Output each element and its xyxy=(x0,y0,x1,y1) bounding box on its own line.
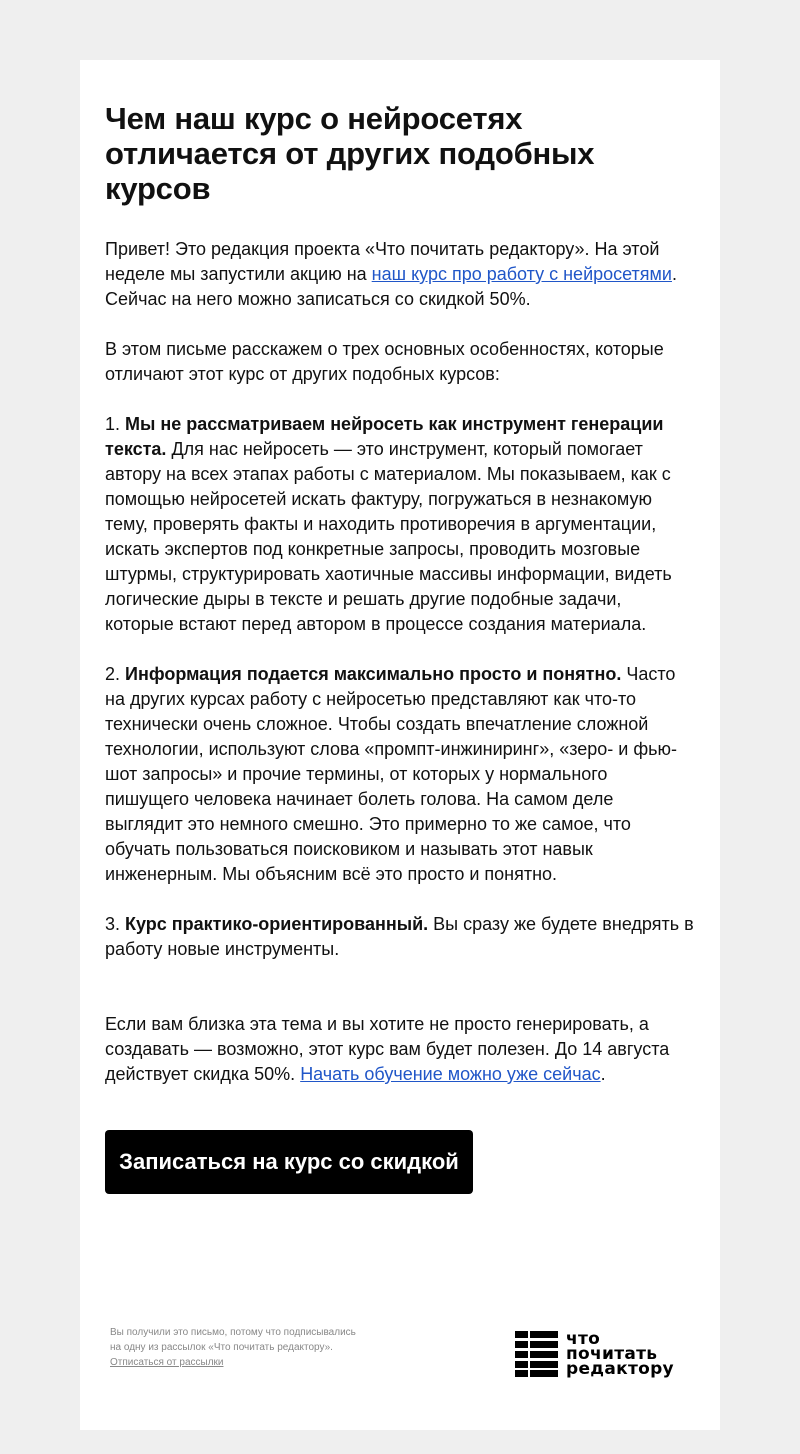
feature-heading: Мы не рассматриваем нейросеть как инструмент генерации текста. xyxy=(105,414,664,459)
feature-text: Для нас нейросеть — это инструмент, который помогает автору на всех этапах работы с материалом. Мы показываем, как с помощью нейросетей искать фактуру, погружаться в незнакомую тему, проверять факты и находить противоречия в аргументации, искать экспертов под конкретные запросы, проводить мозговые штурмы, структурировать хаотичные массивы информации, видеть логические дыры в тексте и решать другие подобные задачи, которые встают перед автором в процессе создания материала. xyxy=(105,439,672,634)
footer-line-2: на одну из рассылок «Что почитать редактору». xyxy=(110,1342,333,1353)
feature-paragraph-1 xyxy=(105,412,695,637)
email-card xyxy=(80,60,720,1430)
enroll-discount-button[interactable]: Записаться на курс со скидкой xyxy=(105,1130,473,1194)
logo-line-2: почитать xyxy=(566,1343,658,1364)
feature-heading: Информация подается максимально просто и понятно. xyxy=(125,664,622,684)
start-learning-link[interactable]: Начать обучение можно уже сейчас xyxy=(300,1064,601,1084)
logo-wordmark xyxy=(566,1328,674,1379)
course-link[interactable]: наш курс про работу с нейросетями xyxy=(371,264,672,284)
brand-logo[interactable] xyxy=(515,1330,695,1378)
footer-line-1: Вы получили это письмо, потому что подписывались xyxy=(110,1327,356,1338)
logo-mark-icon xyxy=(515,1331,558,1377)
closing-paragraph xyxy=(105,1012,695,1087)
feature-heading: Курс практико-ориентированный. xyxy=(125,914,429,934)
feature-text: Вы сразу же будете внедрять в работу новые инструменты. xyxy=(105,914,694,959)
logo-line-1: что xyxy=(566,1328,601,1349)
intro-text-end: . Сейчас на него можно записаться со скидкой 50%. xyxy=(105,264,677,309)
logo-line-3: редактору xyxy=(566,1358,674,1379)
unsubscribe-link[interactable]: Отписаться от рассылки xyxy=(110,1357,224,1368)
intro-paragraph xyxy=(105,237,695,312)
closing-text: Если вам близка эта тема и вы хотите не просто генерировать, а создавать — возможно, этот курс вам будет полезен. До 14 августа действует скидка 50%. xyxy=(105,1014,670,1084)
feature-paragraph-3 xyxy=(105,912,695,962)
footer-notice xyxy=(110,1325,410,1370)
feature-number: 1. xyxy=(105,414,126,434)
closing-text-end: . xyxy=(600,1064,606,1084)
feature-number: 2. xyxy=(105,664,126,684)
lead-paragraph: В этом письме расскажем о трех основных особенностях, которые отличают этот курс от других подобных курсов: xyxy=(105,339,664,384)
feature-text: Часто на других курсах работу с нейросетью представляют как что-то технически очень сложное. Чтобы создать впечатление сложной технологии, используют слова «промпт-инжиниринг», «зеро- и фью-шот запросы» и прочие термины, от которых у нормального пишущего человека начинает болеть голова. На самом деле выглядит это немного смешно. Это примерно то же самое, что обучать пользоваться поисковиком и называть этот навык инженерным. Мы объясним всё это просто и понятно. xyxy=(105,664,678,884)
feature-number: 3. xyxy=(105,914,126,934)
feature-paragraph-2 xyxy=(105,662,695,887)
intro-text: Привет! Это редакция проекта «Что почитать редактору». На этой неделе мы запустили акцию на xyxy=(105,239,660,284)
email-title: Чем наш курс о нейросетях отличается от других подобных курсов xyxy=(105,101,595,206)
